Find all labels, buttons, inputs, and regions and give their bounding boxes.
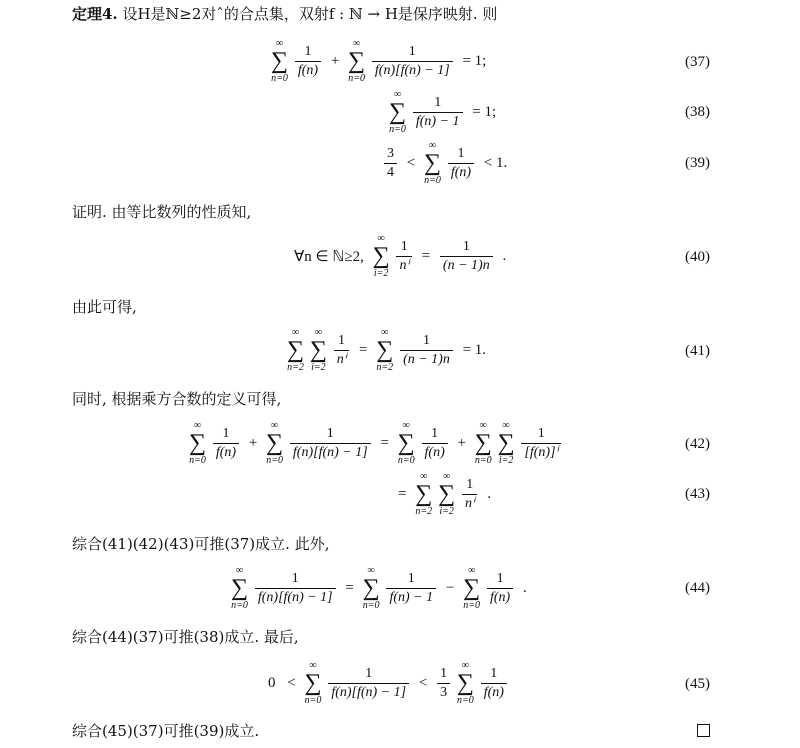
eq-number-44: (44) [685,580,710,596]
denominator: 4 [384,163,397,182]
denominator: 3 [437,683,450,702]
math-operator: < 1. [483,154,508,171]
lower-limit: i=2 [373,268,389,279]
upper-limit: ∞ [428,140,437,151]
math-operator: + [330,52,340,69]
summation-symbol [304,660,321,706]
sigma-glyph: ∑ [231,575,249,601]
math-operator: = 1; [462,52,487,69]
sigma-glyph: ∑ [389,99,407,125]
summation-symbol [415,471,432,517]
sigma-glyph: ∑ [438,481,456,507]
eq-number-38: (38) [685,104,710,120]
math-operator: . [502,247,507,264]
summation-symbol [287,327,304,373]
fraction [481,665,507,702]
summation-symbol [363,565,380,611]
sigma-glyph: ∑ [397,430,415,456]
proof-line-3: 同时, 根据乘方合数的定义可得, [72,390,282,408]
fraction [334,332,350,369]
sigma-glyph: ∑ [304,670,322,696]
lower-limit: n=0 [271,73,288,84]
proof-line-6: 综合(45)(37)可推(39)成立. [72,722,260,740]
denominator: f(n) − 1 [386,588,436,607]
denominator: nⁱ [396,256,412,275]
lower-limit: n=0 [424,175,441,186]
proof-line-5: 综合(44)(37)可推(38)成立. 最后, [72,628,299,646]
sigma-glyph: ∑ [309,337,327,363]
upper-limit: ∞ [271,420,279,431]
lower-limit: n=0 [348,73,365,84]
theorem-text: 设H是ℕ≥2对ˆ的合点集，双射f : ℕ → H是保序映射. 则 [122,5,498,23]
eq-number-45: (45) [685,676,710,692]
summation-symbol [348,38,365,84]
upper-limit: ∞ [314,327,322,338]
eq-number-41: (41) [685,343,710,359]
numerator: 1 [462,238,470,254]
math-operator: < [406,154,416,171]
math-operator: = [358,341,368,358]
math-operator: = [398,485,407,502]
numerator: 1 [291,570,299,586]
sigma-glyph: ∑ [271,48,289,74]
sigma-glyph: ∑ [189,430,207,456]
fraction [255,570,336,607]
sigma-glyph: ∑ [463,575,481,601]
theorem-statement [72,5,497,23]
denominator: f(n)[f(n) − 1] [290,443,371,462]
summation-symbol [457,660,474,706]
eq-number-40: (40) [685,249,710,265]
math-operator: + [457,434,466,451]
fraction [440,238,493,275]
lower-limit: n=0 [304,695,322,706]
numerator: 1 [457,145,465,161]
proof-intro: 证明. 由等比数列的性质知, [72,203,252,221]
fraction [400,332,453,369]
eq-number-43: (43) [685,486,710,502]
summation-symbol [475,420,492,466]
math-operator: ∀n ∈ ℕ≥2, [294,248,364,265]
upper-limit: ∞ [309,660,317,671]
summation-symbol [398,420,415,466]
lower-limit: n=2 [415,506,433,517]
sigma-glyph: ∑ [497,430,515,456]
equation-41 [286,327,490,373]
summation-symbol [373,233,390,279]
math-operator: = 1. [462,341,487,358]
fraction [290,425,371,462]
sigma-glyph: ∑ [287,337,305,363]
math-operator: = [380,434,389,451]
summation-symbol [463,565,480,611]
sigma-glyph: ∑ [348,48,366,74]
summation-symbol [498,420,515,466]
numerator: 1 [434,94,442,110]
numerator: 1 [537,425,545,441]
upper-limit: ∞ [443,471,451,482]
numerator: 3 [387,145,394,161]
upper-limit: ∞ [235,565,244,576]
numerator: 1 [496,570,504,586]
sigma-glyph: ∑ [376,337,394,363]
upper-limit: ∞ [275,38,284,49]
numerator: 1 [365,665,373,681]
lower-limit: n=2 [376,362,394,373]
denominator: nⁱ [462,494,478,513]
upper-limit: ∞ [381,327,389,338]
denominator: f(n) − 1 [413,112,463,131]
denominator: (n − 1)n [440,256,493,275]
summation-symbol [266,420,283,466]
math-operator: = [421,247,431,264]
lower-limit: n=0 [397,455,415,466]
equation-42 [188,420,563,466]
math-operator: 0 [268,674,276,691]
sigma-glyph: ∑ [423,150,442,176]
upper-limit: ∞ [402,420,410,431]
denominator: [f(n)]ⁱ [521,443,561,462]
sigma-glyph: ∑ [362,575,380,601]
equation-37 [270,38,490,84]
upper-limit: ∞ [353,38,361,49]
fraction [328,665,409,702]
math-operator: = [345,579,354,596]
summation-symbol [310,327,327,373]
fraction [295,43,321,80]
fraction [487,570,513,607]
upper-limit: ∞ [193,420,202,431]
fraction [386,570,436,607]
summation-symbol [231,565,248,611]
eq-number-39: (39) [685,155,710,171]
denominator: f(n) [295,61,321,80]
lower-limit: n=0 [474,455,492,466]
equation-45 [264,660,509,706]
denominator: f(n) [487,588,513,607]
fraction [448,145,474,182]
numerator: 1 [407,570,415,586]
numerator: 1 [490,665,498,681]
upper-limit: ∞ [461,660,469,671]
qed-square [697,724,710,737]
upper-limit: ∞ [377,233,385,244]
lower-limit: n=0 [362,600,380,611]
numerator: 1 [304,43,312,59]
summation-symbol [424,140,441,186]
summation-symbol [376,327,393,373]
numerator: 1 [466,476,474,492]
denominator: (n − 1)n [400,350,453,369]
equation-38 [388,89,500,135]
denominator: f(n)[f(n) − 1] [255,588,336,607]
numerator: 1 [326,425,334,441]
lower-limit: i=2 [439,506,454,517]
fraction [437,665,450,702]
upper-limit: ∞ [479,420,487,431]
math-operator: = 1; [472,103,497,120]
numerator: 1 [440,665,448,681]
fraction [384,145,397,182]
fraction [422,425,448,462]
lower-limit: n=0 [231,600,248,611]
lower-limit: n=0 [389,124,406,135]
eq-number-37: (37) [685,54,710,70]
fraction [372,43,453,80]
lower-limit: n=0 [463,600,481,611]
lower-limit: i=2 [498,455,514,466]
upper-limit: ∞ [393,89,402,100]
numerator: 1 [337,332,345,348]
lower-limit: n=0 [189,455,206,466]
fraction [413,94,463,131]
denominator: f(n) [422,443,448,462]
upper-limit: ∞ [468,565,476,576]
equation-40 [290,233,510,279]
math-operator: . [487,485,491,502]
summation-symbol [438,471,455,517]
upper-limit: ∞ [420,471,428,482]
numerator: 1 [422,332,430,348]
fraction [521,425,561,462]
denominator: f(n)[f(n) − 1] [328,683,409,702]
summation-symbol [189,420,206,466]
numerator: 1 [408,43,416,59]
proof-line-2: 由此可得, [72,298,137,316]
math-operator: . [522,579,527,596]
upper-limit: ∞ [502,420,510,431]
denominator: nⁱ [334,350,350,369]
proof-line-4: 综合(41)(42)(43)可推(37)成立. 此外, [72,535,330,553]
numerator: 1 [431,425,439,441]
equation-44 [230,565,531,611]
sigma-glyph: ∑ [266,430,284,456]
lower-limit: n=0 [266,455,283,466]
sigma-glyph: ∑ [474,430,492,456]
sigma-glyph: ∑ [456,670,474,696]
fraction [213,425,239,462]
summation-symbol [389,89,406,135]
math-operator: − [445,579,455,596]
lower-limit: i=2 [311,362,326,373]
theorem-label: 定理4. [72,5,118,23]
math-operator: < [287,674,296,691]
equation-39 [382,140,511,186]
upper-limit: ∞ [291,327,300,338]
denominator: f(n) [213,443,239,462]
fraction [462,476,478,513]
equation-43 [394,471,495,517]
lower-limit: n=2 [287,362,304,373]
eq-number-42: (42) [685,436,710,452]
denominator: f(n) [481,683,507,702]
denominator: f(n)[f(n) − 1] [372,61,453,80]
upper-limit: ∞ [367,565,375,576]
fraction [396,238,412,275]
sigma-glyph: ∑ [372,243,390,269]
numerator: 1 [400,238,408,254]
numerator: 1 [222,425,230,441]
denominator: f(n) [448,163,474,182]
summation-symbol [271,38,288,84]
sigma-glyph: ∑ [415,481,433,507]
lower-limit: n=0 [457,695,474,706]
math-operator: + [248,434,258,451]
math-operator: < [418,674,428,691]
